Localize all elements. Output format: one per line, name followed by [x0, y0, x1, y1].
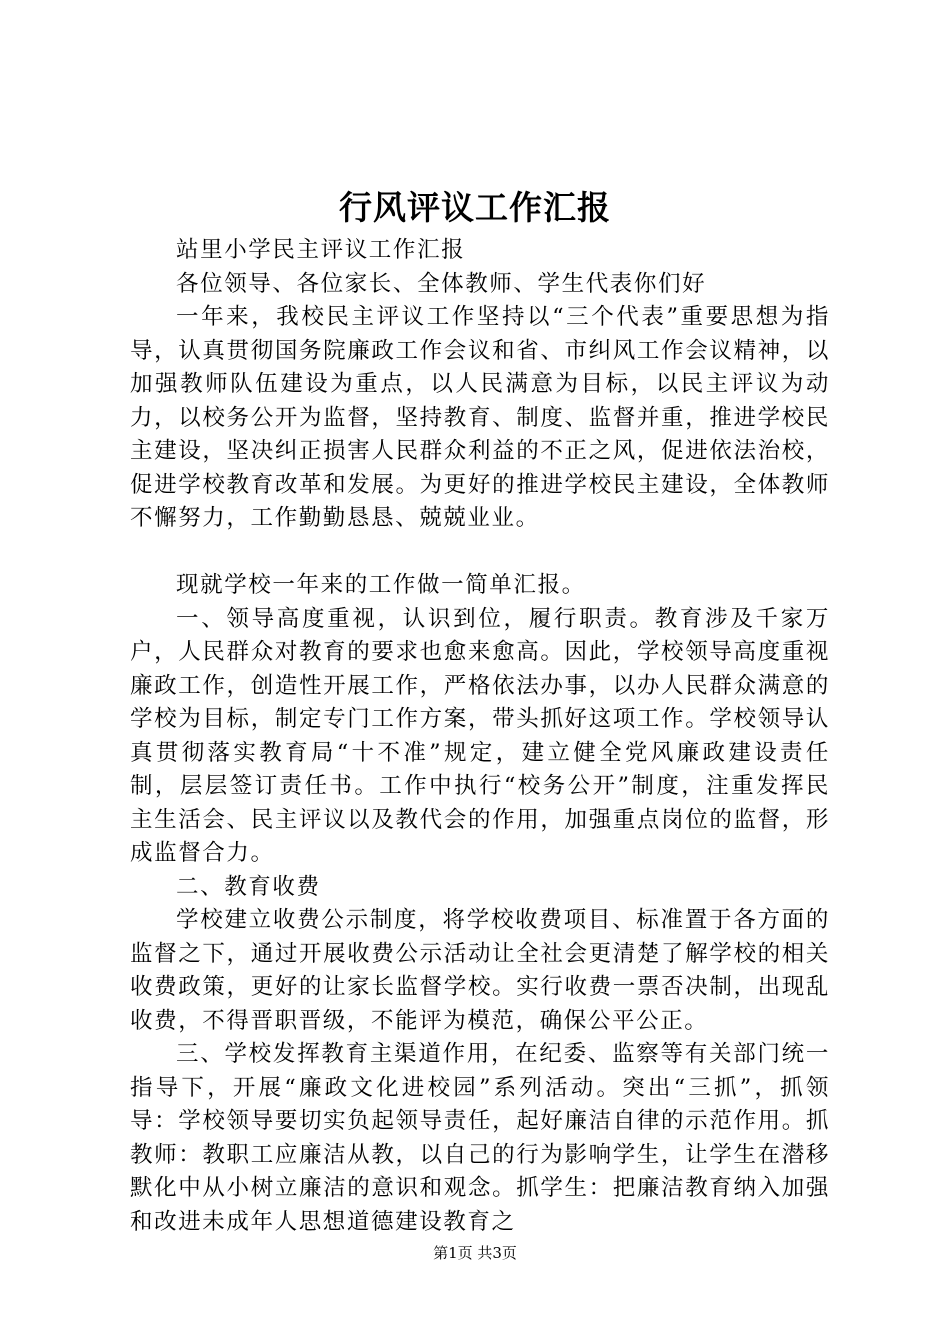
paragraph-school-report-heading: 站里小学民主评议工作汇报	[176, 237, 466, 263]
paragraph-section-three: 三、学校发挥教育主渠道作用，在纪委、监察等有关部门统一指导下，开展“廉政文化进校园”系列活动。突出“三抓”，抓领导：学校领导要切实负起领导责任，起好廉洁自律的示范作用。抓教师：教职工应廉洁从教，以自己的行为影响学生，让学生在潜移默化中从小树立廉洁的意识和观念。抓学生：把廉洁教育纳入加强和改进未成年人思想道德建设教育之	[130, 1041, 830, 1235]
page-footer: 第1页 共3页	[433, 1244, 517, 1262]
paragraph-gap	[130, 536, 830, 570]
document-title: 行风评议工作汇报	[339, 188, 611, 227]
paragraph-section-two-body: 学校建立收费公示制度，将学校收费项目、标准置于各方面的监督之下，通过开展收费公示活动让全社会更清楚了解学校的相关收费政策，更好的让家长监督学校。实行收费一票否决制，出现乱收费，不得晋职晋级，不能评为模范，确保公平公正。	[130, 907, 830, 1034]
paragraph-section-one: 一、领导高度重视，认识到位，履行职责。教育涉及千家万户，人民群众对教育的要求也愈来愈高。因此，学校领导高度重视廉政工作，创造性开展工作，严格依法办事，以办人民群众满意的学校为目标，制定专门工作方案，带头抓好这项工作。学校领导认真贯彻落实教育局“十不准”规定，建立健全党风廉政建设责任制，层层签订责任书。工作中执行“校务公开”制度，注重发挥民主生活会、民主评议以及教代会的作用，加强重点岗位的监督，形成监督合力。	[130, 605, 830, 866]
paragraph-greeting: 各位领导、各位家长、全体教师、学生代表你们好	[176, 270, 707, 297]
paragraph-report-intro: 现就学校一年来的工作做一简单汇报。	[176, 572, 586, 598]
document-body	[130, 234, 830, 1239]
paragraph-section-two-heading: 二、教育收费	[176, 873, 321, 900]
paragraph-overview: 一年来，我校民主评议工作坚持以“三个代表”重要思想为指导，认真贯彻国务院廉政工作会议和省、市纠风工作会议精神，以加强教师队伍建设为重点，以人民满意为目标，以民主评议为动力，以校务公开为监督，坚持教育、制度、监督并重，推进学校民主建设，坚决纠正损害人民群众利益的不正之风，促进依法治校，促进学校教育改革和发展。为更好的推进学校民主建设，全体教师不懈努力，工作勤勤恳恳、兢兢业业。	[130, 304, 830, 531]
